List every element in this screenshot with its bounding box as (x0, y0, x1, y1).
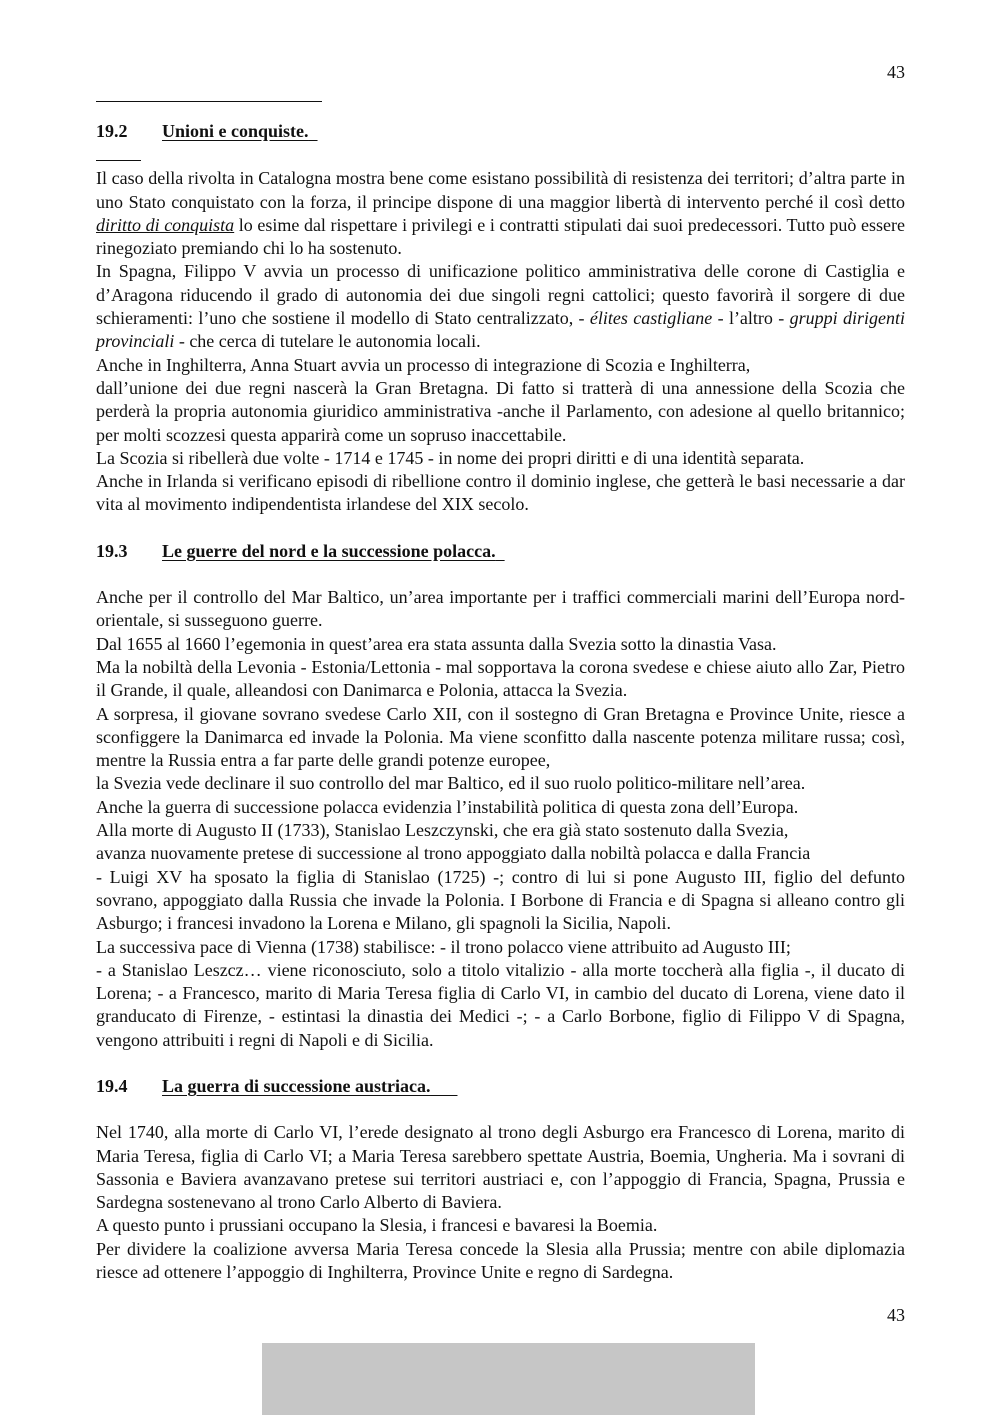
paragraph: A sorpresa, il giovane sovrano svedese Carlo XII, con il sostegno di Gran Bretagna e Province Unite, riesce a sconfiggere la Danimarca ed invade la Polonia. Ma viene sconfitto dalla nascente potenza militare russa; così, mentre la Russia entra a far parte delle grandi potenze europee, (96, 703, 905, 771)
header-rule (96, 101, 322, 102)
paragraph: In Spagna, Filippo V avvia un processo di unificazione politico amministrativa delle corone di Castiglia e d’Aragona riducendo il grado di autonomia dei due singoli regni cattolici; questo favorirà il sorgere di due schieramenti: l’uno che sostiene il modello di Stato centralizzato, - élites castigliane - l’altro - gruppi dirigenti provinciali - che cerca di tutelare le autonomia locali. (96, 261, 905, 352)
page-number-top: 43 (887, 62, 905, 82)
paragraph: Anche in Irlanda si verificano episodi di ribellione contro il dominio inglese, che getterà le basi necessarie a dar vita al movimento indipendentista irlandese del XIX secolo. (96, 471, 905, 515)
term-diritto-di-conquista: diritto di conquista (96, 214, 235, 235)
section-heading-19-3: 19.3 Le guerre del nord e la successione polacca. (96, 540, 496, 561)
paragraph: Nel 1740, alla morte di Carlo VI, l’erede designato al trono degli Asburgo era Francesco di Lorena, marito di Maria Teresa, figlia di Carlo VI; a Maria Teresa sarebbero spettate Austria, Boemia, Ungheria. Ma i sovrani di Sassonia e Baviera avanzavano pretese sui territori austriaci e, con l’appoggio di Francia, Spagna, Prussia e Sardegna sostenevano al trono Carlo Alberto di Baviera. (96, 1122, 905, 1213)
document-body (96, 120, 905, 1284)
paragraph: avanza nuovamente pretese di successione al trono appoggiato dalla nobiltà polacca e dalla Francia (96, 843, 811, 864)
paragraph: La successiva pace di Vienna (1738) stabilisce: - il trono polacco viene attribuito ad Augusto III; (96, 936, 791, 957)
paragraph: A questo punto i prussiani occupano la Slesia, i francesi e bavaresi la Boemia. (96, 1215, 658, 1236)
paragraph: Il caso della rivolta in Catalogna mostra bene come esistano possibilità di resistenza dei territori; d’altra parte in uno Stato conquistato con la forza, il principe dispone di una maggior libertà di intervento perché il così detto diritto di conquista lo esime dal rispettare i privilegi e i contratti stipulati dai suoi predecessori. Tutto può essere rinegoziato premiando chi lo ha sostenuto. (96, 168, 905, 259)
term-gruppi-dirigenti: gruppi dirigenti provinciali (96, 308, 905, 352)
footer-gray-block (262, 1343, 755, 1415)
paragraph: Ma la nobiltà della Levonia - Estonia/Lettonia - mal sopportava la corona svedese e chiese aiuto allo Zar, Pietro il Grande, il quale, alleandosi con Danimarca e Polonia, attacca la Svezia. (96, 656, 905, 701)
paragraph: Anche la guerra di successione polacca evidenzia l’instabilità politica di questa zona dell’Europa. (96, 796, 799, 817)
term-elites-castigliane: élites castigliane (589, 308, 713, 329)
paragraph: dall’unione dei due regni nascerà la Gran Bretagna. Di fatto si tratterà di una annessione della Scozia che perderà la propria autonomia giuridico amministrativa -anche il Parlamento, con adesione al quello britannico; per molti scozzesi questa apparirà come un sopruso inaccettabile. (96, 377, 905, 445)
section-heading-19-2: 19.2 Unioni e conquiste. (96, 121, 309, 141)
paragraph: la Svezia vede declinare il suo controllo del mar Baltico, ed il suo ruolo politico-militare nell’area. (96, 773, 806, 794)
paragraph: Anche in Inghilterra, Anna Stuart avvia un processo di integrazione di Scozia e Inghilterra, (96, 354, 751, 375)
paragraph: Dal 1655 al 1660 l’egemonia in quest’area era stata assunta dalla Svezia sotto la dinastia Vasa. (96, 633, 777, 654)
paragraph: Anche per il controllo del Mar Baltico, un’area importante per i traffici commerciali marini dell’Europa nord-orientale, si susseguono guerre. (96, 587, 905, 631)
paragraph: - Luigi XV ha sposato la figlia di Stanislao (1725) -; contro di lui si pone Augusto III, figlio del defunto sovrano, appoggiato dalla Russia che invade la Polonia. I Borbone di Francia e di Spagna si alleano contro gli Asburgo; i francesi invadono la Lorena e Milano, gli spagnoli la Sicilia, Napoli. (96, 866, 905, 934)
section-heading-19-4: 19.4 La guerra di successione austriaca. (96, 1075, 431, 1096)
paragraph: La Scozia si ribellerà due volte - 1714 e 1745 - in nome dei propri diritti e di una identità separata. (96, 447, 805, 468)
paragraph: Alla morte di Augusto II (1733), Stanislao Leszczynski, che era già stato sostenuto dalla Svezia, (96, 820, 789, 841)
paragraph: Per dividere la coalizione avversa Maria Teresa concede la Slesia alla Prussia; mentre con abile diplomazia riesce ad ottenere l’appoggio di Inghilterra, Province Unite e regno di Sardegna. (96, 1238, 905, 1283)
page-number-bottom: 43 (887, 1305, 905, 1325)
paragraph: - a Stanislao Leszcz… viene riconosciuto, solo a titolo vitalizio - alla morte toccherà alla figlia -, il ducato di Lorena; - a Francesco, marito di Maria Teresa figlia di Carlo VI, in cambio del ducato di Lorena, viene dato il granducato di Firenze, - estintasi la dinastia dei Medici -; - a Carlo Borbone, figlio di Filippo V di Spagna, vengono attribuiti i regni di Napoli e di Sicilia. (96, 959, 905, 1050)
